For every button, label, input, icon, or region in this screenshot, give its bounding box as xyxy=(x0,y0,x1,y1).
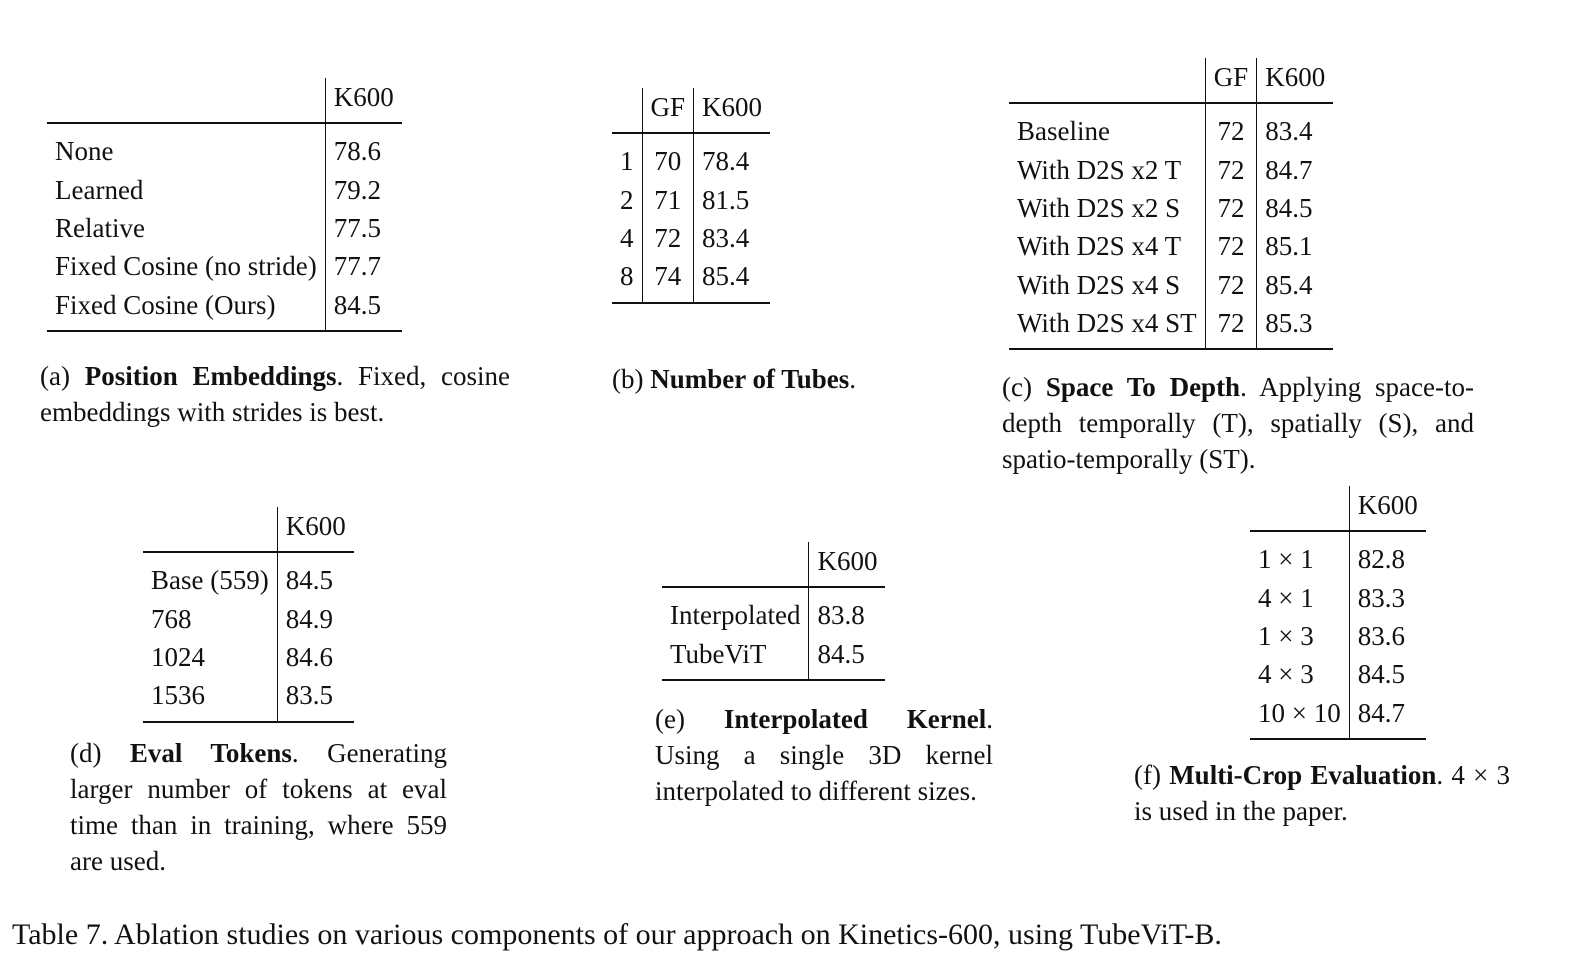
header-row xyxy=(1009,58,1333,103)
row-gf: 72 xyxy=(1205,189,1257,227)
row-label: With D2S x2 S xyxy=(1017,192,1181,223)
row-label: With D2S x4 T xyxy=(1017,231,1182,262)
table-row xyxy=(143,552,354,599)
caption-d-prefix: (d) xyxy=(70,738,102,768)
caption-f xyxy=(1134,757,1510,829)
table-a xyxy=(47,78,402,330)
row-gf: 72 xyxy=(1205,266,1257,304)
row-gf: 72 xyxy=(642,219,694,257)
row-label: 10 × 10 xyxy=(1258,697,1341,728)
table-d xyxy=(143,507,354,721)
bottom-rule xyxy=(1009,348,1333,350)
header-k600: K600 xyxy=(1257,58,1334,103)
caption-d-title: Eval Tokens xyxy=(129,738,292,768)
header-row xyxy=(662,542,885,587)
row-k600: 83.3 xyxy=(1349,579,1426,617)
header-k600: K600 xyxy=(809,542,886,587)
caption-b-title: Number of Tubes xyxy=(650,364,850,394)
row-k600: 78.6 xyxy=(325,123,402,170)
row-gf: 72 xyxy=(1205,103,1257,150)
caption-a-prefix: (a) xyxy=(40,361,70,391)
row-tubes: 4 xyxy=(620,222,634,253)
row-gf: 72 xyxy=(1205,227,1257,265)
row-k600: 83.8 xyxy=(809,587,886,634)
table-row xyxy=(612,257,770,301)
row-tubes: 8 xyxy=(620,261,634,292)
table-row xyxy=(47,286,402,330)
caption-a-title: Position Embeddings xyxy=(84,361,337,391)
row-label: With D2S x4 S xyxy=(1017,269,1181,300)
header-row xyxy=(143,507,354,552)
row-k600: 78.4 xyxy=(694,133,771,180)
row-k600: 77.7 xyxy=(325,247,402,285)
table-row xyxy=(1250,579,1426,617)
subtable-c xyxy=(1009,58,1333,350)
caption-b-prefix: (b) xyxy=(612,364,644,394)
row-gf: 70 xyxy=(642,133,694,180)
table-row xyxy=(143,676,354,720)
row-label: None xyxy=(55,136,114,167)
row-label: Base (559) xyxy=(151,565,269,596)
caption-c-prefix: (c) xyxy=(1002,372,1032,402)
table-caption: Table 7. Ablation studies on various components of our approach on Kinetics-600, using TubeViT-B. xyxy=(12,918,1222,951)
row-label: Baseline xyxy=(1017,116,1110,147)
bottom-rule xyxy=(662,679,885,681)
subtable-d xyxy=(143,507,354,723)
header-k600: K600 xyxy=(1349,486,1426,531)
row-label: With D2S x4 ST xyxy=(1017,307,1197,338)
row-label: 1 × 3 xyxy=(1258,620,1314,651)
table-row xyxy=(612,219,770,257)
row-gf: 72 xyxy=(1205,304,1257,348)
row-label: 1536 xyxy=(151,680,205,711)
table-row xyxy=(1009,304,1333,348)
row-label: 4 × 3 xyxy=(1258,659,1314,690)
header-k600: K600 xyxy=(325,78,402,123)
row-k600: 84.5 xyxy=(809,635,886,679)
table-row xyxy=(143,638,354,676)
table-row xyxy=(47,171,402,209)
row-k600: 83.6 xyxy=(1349,617,1426,655)
row-k600: 79.2 xyxy=(325,171,402,209)
header-k600: K600 xyxy=(694,88,771,133)
header-gf: GF xyxy=(1205,58,1257,103)
caption-e-prefix: (e) xyxy=(655,704,685,734)
table-row xyxy=(1009,103,1333,150)
row-label: 1 × 1 xyxy=(1258,544,1314,575)
table-row xyxy=(1250,655,1426,693)
table-f xyxy=(1250,486,1426,738)
row-label: Interpolated xyxy=(670,600,801,631)
caption-a xyxy=(40,358,510,430)
caption-e-text: . Using a single 3D kernel interpolated to different sizes. xyxy=(655,704,993,806)
row-label: TubeViT xyxy=(670,638,767,669)
table-row xyxy=(662,587,885,634)
subtable-a xyxy=(47,78,402,332)
caption-d-text: . Generating larger number of tokens at eval time than in training, where 559 are used. xyxy=(70,738,448,876)
row-label: 1024 xyxy=(151,641,205,672)
row-k600: 84.9 xyxy=(277,600,354,638)
row-k600: 85.1 xyxy=(1257,227,1334,265)
caption-f-prefix: (f) xyxy=(1134,760,1161,790)
row-k600: 84.5 xyxy=(1349,655,1426,693)
row-k600: 85.4 xyxy=(694,257,771,301)
table-row xyxy=(1009,189,1333,227)
row-k600: 85.4 xyxy=(1257,266,1334,304)
row-label: Relative xyxy=(55,212,145,243)
bottom-rule xyxy=(47,330,402,332)
table-row xyxy=(1009,151,1333,189)
row-label: With D2S x2 T xyxy=(1017,154,1182,185)
table-row xyxy=(1009,266,1333,304)
row-label: Learned xyxy=(55,174,144,205)
subtable-f xyxy=(1250,486,1426,740)
row-k600: 84.5 xyxy=(325,286,402,330)
caption-c-text: . Applying space-to-depth temporally (T), spatially (S), and spatio-temporally (ST). xyxy=(1002,372,1474,474)
table-e xyxy=(662,542,885,679)
row-label: 4 × 1 xyxy=(1258,582,1314,613)
caption-c-title: Space To Depth xyxy=(1045,372,1241,402)
subtable-b xyxy=(612,88,770,304)
row-k600: 84.7 xyxy=(1257,151,1334,189)
row-tubes: 2 xyxy=(620,184,634,215)
row-k600: 82.8 xyxy=(1349,531,1426,578)
row-gf: 74 xyxy=(642,257,694,301)
row-k600: 83.4 xyxy=(694,219,771,257)
row-k600: 81.5 xyxy=(694,181,771,219)
header-row xyxy=(612,88,770,133)
bottom-rule xyxy=(612,302,770,304)
table-row xyxy=(47,209,402,247)
row-k600: 83.4 xyxy=(1257,103,1334,150)
header-k600: K600 xyxy=(277,507,354,552)
caption-e xyxy=(655,701,993,809)
caption-a-text: . Fixed, cosine embeddings with strides is best. xyxy=(40,361,510,427)
row-gf: 71 xyxy=(642,181,694,219)
caption-d xyxy=(70,735,447,879)
subtable-e xyxy=(662,542,885,681)
table-row xyxy=(47,123,402,170)
table-row xyxy=(143,600,354,638)
row-k600: 84.7 xyxy=(1349,694,1426,738)
header-gf: GF xyxy=(642,88,694,133)
caption-e-title: Interpolated Kernel xyxy=(723,704,987,734)
caption-b-text: . xyxy=(849,364,857,394)
bottom-rule xyxy=(1250,738,1426,740)
table-row xyxy=(1009,227,1333,265)
row-label: Fixed Cosine (no stride) xyxy=(55,251,317,282)
row-k600: 84.6 xyxy=(277,638,354,676)
row-k600: 84.5 xyxy=(1257,189,1334,227)
table-row xyxy=(1250,694,1426,738)
caption-b xyxy=(612,361,942,397)
row-label: Fixed Cosine (Ours) xyxy=(55,289,276,320)
table-row xyxy=(1250,531,1426,578)
table-row xyxy=(612,133,770,180)
row-gf: 72 xyxy=(1205,151,1257,189)
row-k600: 84.5 xyxy=(277,552,354,599)
header-row xyxy=(1250,486,1426,531)
table-row xyxy=(47,247,402,285)
table-row xyxy=(662,635,885,679)
caption-f-title: Multi-Crop Evaluation xyxy=(1169,760,1437,790)
bottom-rule xyxy=(143,721,354,723)
row-tubes: 1 xyxy=(620,146,634,177)
header-row xyxy=(47,78,402,123)
caption-c xyxy=(1002,369,1474,477)
table-row xyxy=(612,181,770,219)
row-k600: 85.3 xyxy=(1257,304,1334,348)
table-b xyxy=(612,88,770,302)
caption-f-text: . 4 × 3 is used in the paper. xyxy=(1134,760,1510,826)
row-label: 768 xyxy=(151,603,192,634)
row-k600: 83.5 xyxy=(277,676,354,720)
table-row xyxy=(1250,617,1426,655)
table-c xyxy=(1009,58,1333,348)
row-k600: 77.5 xyxy=(325,209,402,247)
